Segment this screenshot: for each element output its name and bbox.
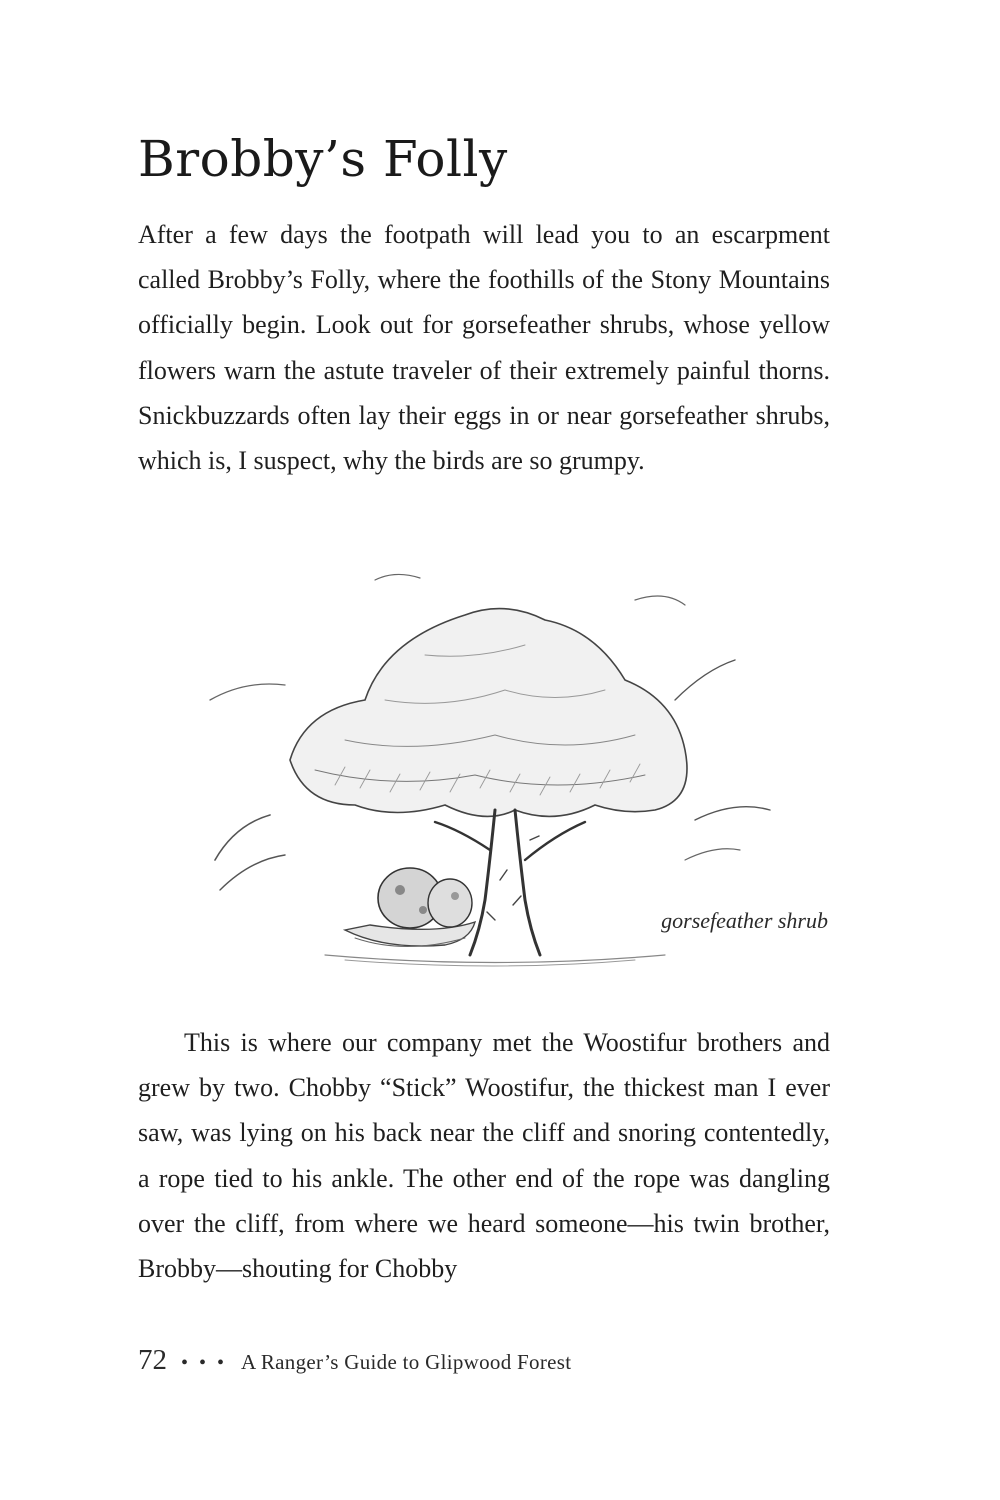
section-heading: Brobby’s Folly [138,130,508,188]
page-number: 72 [138,1344,167,1376]
illustration-caption: gorsefeather shrub [661,908,828,933]
footer-separator: • • • [181,1352,228,1374]
paragraph-woostifur: This is where our company met the Woostifur brothers and grew by two. Chobby “Stick” Woostifur, the thickest man I ever saw, was lying on his back near the cliff and snoring contentedly, a rope tied to his ankle. The other end of the rope was dangling over the cliff, from where we heard someone—his twin brother, Brobby—shouting for Chobby [138,1028,830,1284]
paragraph-intro: After a few days the footpath will lead you to an escarpment called Brobby’s Folly, where the foothills of the Stony Mountains officially begin. Look out for gorsefeather shrubs, whose yellow flowers warn the astute traveler of their extremely painful thorns. Snickbuzzards often lay their eggs in or near gorsefeather shrubs, which is, I suspect, why the birds are so grumpy. [138,220,830,476]
running-footer-title: A Ranger’s Guide to Glipwood Forest [241,1350,572,1374]
page-footer [138,1344,571,1377]
